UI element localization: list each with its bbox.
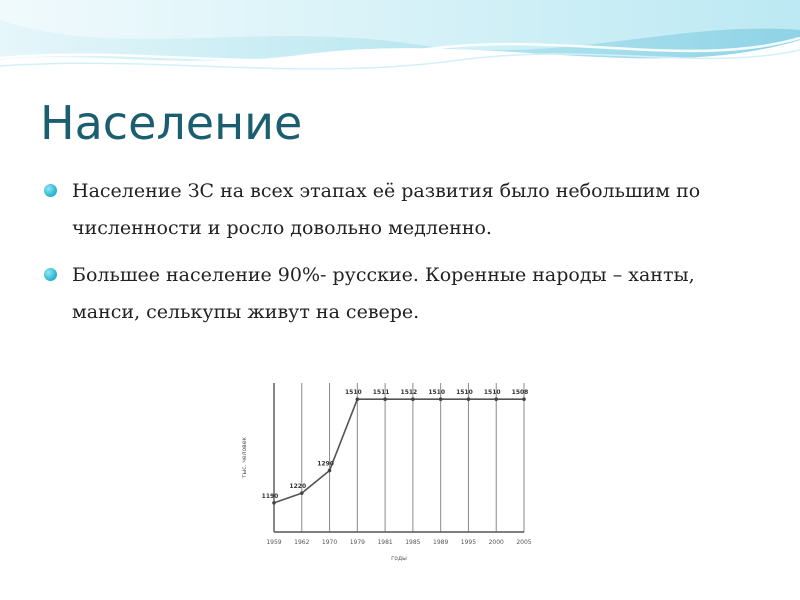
population-chart (236, 375, 536, 570)
chart-x-tick-label: 1985 (405, 539, 421, 546)
chart-point (522, 397, 526, 401)
chart-point-label: 1512 (400, 389, 418, 397)
bullet-item (42, 173, 762, 247)
chart-point-label: 1510 (456, 389, 473, 397)
chart-point-label: 1510 (428, 389, 446, 397)
bullet-item (42, 257, 762, 331)
chart-point (467, 397, 471, 401)
chart-x-tick-label: 1981 (377, 539, 393, 546)
chart-point-label: 1511 (372, 389, 390, 397)
chart-point-label: 1190 (261, 492, 279, 500)
chart-point (411, 397, 415, 401)
chart-point-label: 1220 (289, 483, 307, 491)
chart-x-tick-label: 2005 (516, 539, 532, 546)
chart-point (494, 397, 498, 401)
chart-point-label: 1510 (483, 389, 501, 397)
bullet-list (42, 173, 762, 341)
chart-point (272, 501, 276, 505)
chart-x-tick-label: 1979 (349, 539, 365, 546)
bullet-text: Большее население 90%- русские. Коренные народы – ханты, манси, селькупы живут на севере. (72, 264, 695, 323)
chart-x-tick-label: 1989 (433, 539, 449, 546)
decorative-wave-header (0, 0, 800, 90)
population-chart-svg (236, 375, 536, 570)
chart-point (300, 491, 304, 495)
chart-point-label: 1510 (344, 389, 362, 397)
chart-point (439, 397, 443, 401)
chart-point (328, 469, 332, 473)
chart-point-label: 1290 (317, 460, 334, 468)
chart-x-tick-label: 2000 (488, 539, 504, 546)
chart-y-axis-label: тыс. человек (241, 437, 248, 478)
chart-point-label: 1508 (511, 389, 529, 397)
chart-point (383, 397, 387, 401)
bullet-text: Население ЗС на всех этапах её развития было небольшим по численности и росло довольно медленно. (72, 180, 701, 239)
bullet-dot-icon (44, 268, 57, 281)
chart-x-tick-label: 1962 (294, 539, 310, 546)
chart-x-tick-label: 1995 (460, 539, 477, 546)
chart-x-tick-label: 1959 (266, 539, 282, 546)
slide-title: Население (40, 96, 303, 150)
chart-x-axis-label: годы (391, 555, 407, 562)
bullet-dot-icon (44, 184, 57, 197)
chart-x-tick-label: 1970 (321, 539, 338, 546)
chart-point (356, 397, 360, 401)
